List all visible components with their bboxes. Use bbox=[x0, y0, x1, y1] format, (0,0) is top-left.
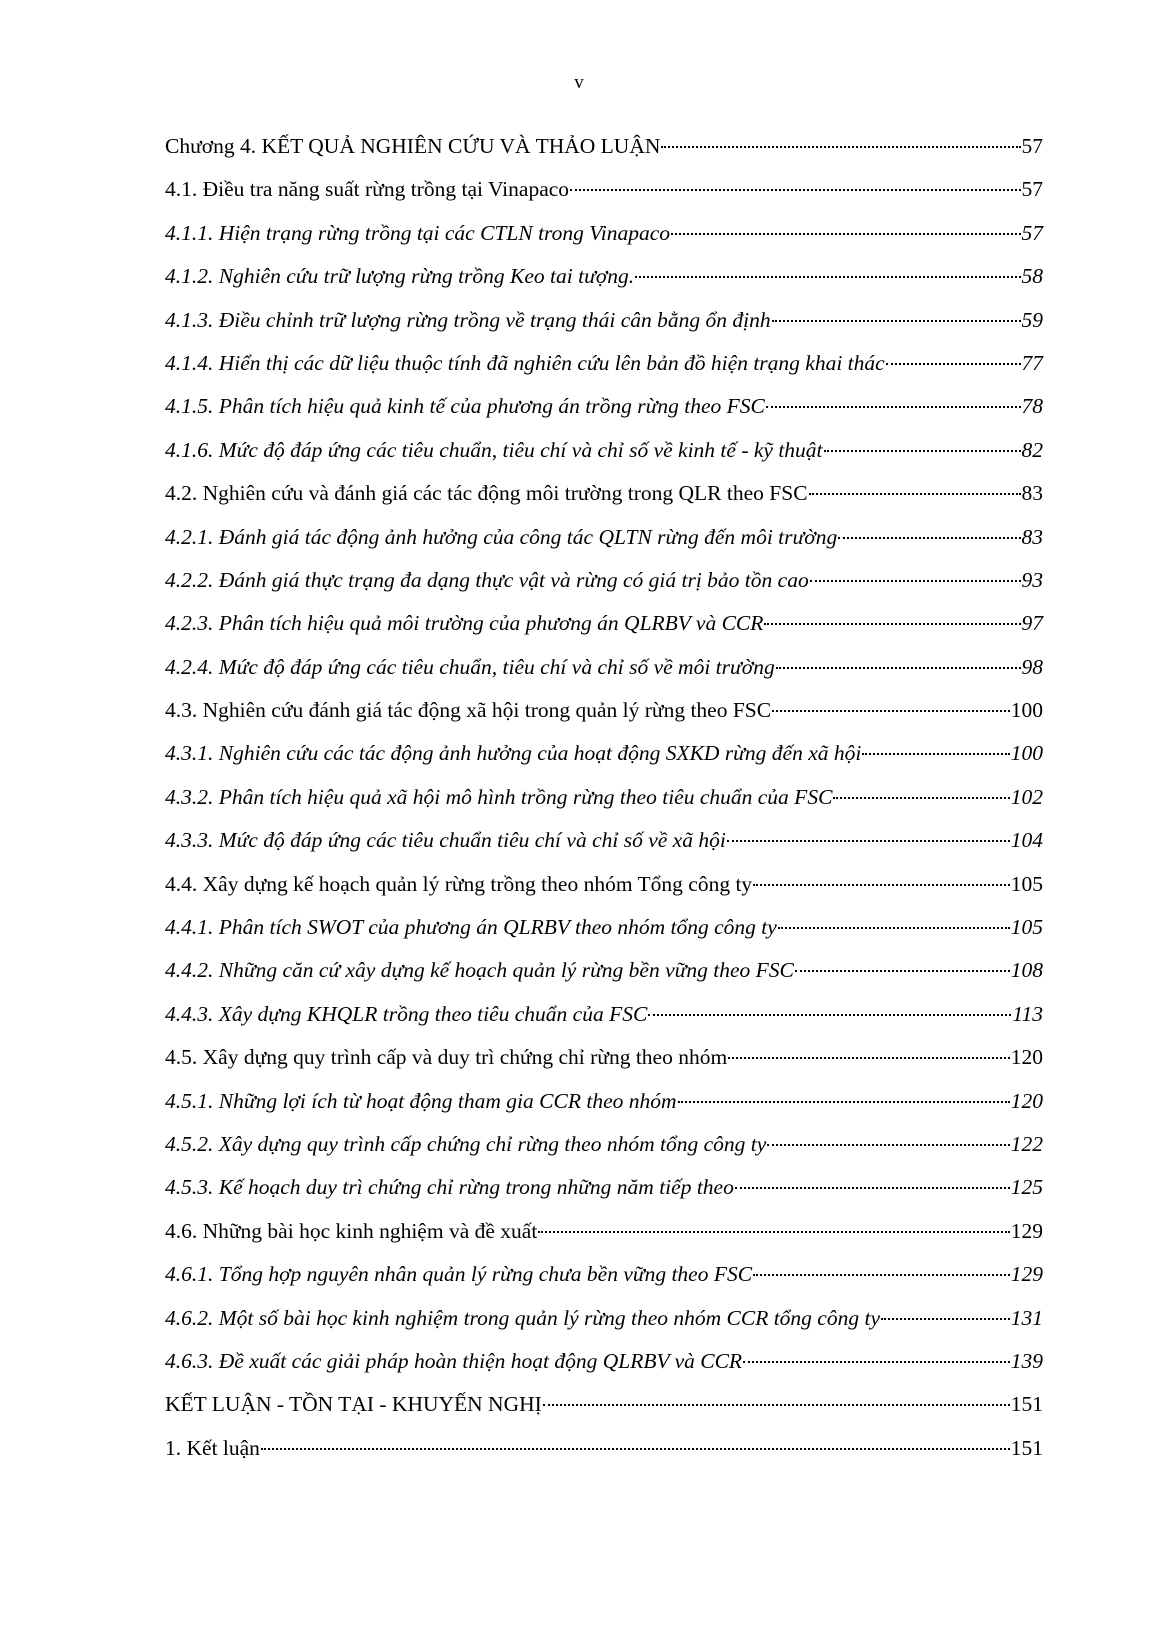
toc-entry-page: 58 bbox=[1021, 264, 1043, 289]
toc-entry-page: 129 bbox=[1010, 1218, 1043, 1243]
toc-entry[interactable] bbox=[165, 1434, 1043, 1477]
page-number: v bbox=[574, 72, 584, 93]
toc-entry-title: 1. Kết luận bbox=[165, 1435, 260, 1460]
toc-entry[interactable] bbox=[165, 1304, 1043, 1347]
toc-dot-leader bbox=[543, 1404, 1010, 1406]
toc-entry-page: 113 bbox=[1012, 1001, 1043, 1026]
toc-entry-title: 4.3.2. Phân tích hiệu quả xã hội mô hình trồng rừng theo tiêu chuẩn của FSC bbox=[165, 784, 833, 809]
toc-entry-title: 4.1. Điều tra năng suất rừng trồng tại Vinapaco bbox=[165, 177, 570, 202]
toc-entry-page: 82 bbox=[1021, 437, 1043, 462]
toc-entry-page: 102 bbox=[1010, 784, 1043, 809]
toc-entry-page: 105 bbox=[1010, 915, 1043, 940]
toc-entry-page: 83 bbox=[1021, 524, 1043, 549]
toc-entry-page: 83 bbox=[1021, 481, 1043, 506]
toc-dot-leader bbox=[570, 189, 1020, 191]
toc-entry-page: 93 bbox=[1021, 567, 1043, 592]
toc-entry-title: 4.1.2. Nghiên cứu trữ lượng rừng trồng Keo tai tượng. bbox=[165, 264, 635, 289]
toc-dot-leader bbox=[809, 493, 1021, 495]
toc-entry-page: 151 bbox=[1010, 1392, 1043, 1417]
toc-entry-title: 4.1.1. Hiện trạng rừng trồng tại các CTLN trong Vinapaco bbox=[165, 220, 671, 245]
toc-entry-page: 120 bbox=[1010, 1045, 1043, 1070]
toc-entry-title: 4.6.2. Một số bài học kinh nghiệm trong quản lý rừng theo nhóm CCR tổng công ty bbox=[165, 1305, 880, 1330]
toc-entry-title: 4.5. Xây dựng quy trình cấp và duy trì chứng chỉ rừng theo nhóm bbox=[165, 1045, 728, 1070]
toc-dot-leader bbox=[767, 1144, 1009, 1146]
toc-dot-leader bbox=[764, 623, 1020, 625]
toc-entry-title: 4.1.3. Điều chỉnh trữ lượng rừng trồng về trạng thái cân bằng ổn định bbox=[165, 307, 771, 332]
toc-entry-title: 4.1.6. Mức độ đáp ứng các tiêu chuẩn, tiêu chí và chỉ số về kinh tế - kỹ thuật bbox=[165, 437, 823, 462]
toc-entry-page: 139 bbox=[1010, 1348, 1043, 1373]
toc-dot-leader bbox=[671, 233, 1020, 235]
toc-entry[interactable] bbox=[165, 1173, 1043, 1216]
toc-entry[interactable] bbox=[165, 1260, 1043, 1303]
toc-entry[interactable] bbox=[165, 349, 1043, 392]
toc-entry-page: 108 bbox=[1010, 958, 1043, 983]
toc-entry[interactable] bbox=[165, 1043, 1043, 1086]
toc-entry-page: 129 bbox=[1010, 1262, 1043, 1287]
toc-dot-leader bbox=[728, 1057, 1010, 1059]
toc-dot-leader bbox=[886, 363, 1021, 365]
toc-entry-page: 120 bbox=[1010, 1088, 1043, 1113]
toc-dot-leader bbox=[778, 927, 1010, 929]
toc-entry-title: 4.1.5. Phân tích hiệu quả kinh tế của phương án trồng rừng theo FSC bbox=[165, 394, 765, 419]
toc-entry[interactable] bbox=[165, 913, 1043, 956]
toc-entry-page: 57 bbox=[1021, 220, 1043, 245]
toc-entry[interactable] bbox=[165, 262, 1043, 305]
toc-entry[interactable] bbox=[165, 1000, 1043, 1043]
toc-entry[interactable] bbox=[165, 566, 1043, 609]
toc-entry-page: 100 bbox=[1010, 698, 1043, 723]
toc-entry-title: 4.3. Nghiên cứu đánh giá tác động xã hội trong quản lý rừng theo FSC bbox=[165, 698, 772, 723]
toc-entry-page: 105 bbox=[1010, 871, 1043, 896]
toc-dot-leader bbox=[776, 667, 1021, 669]
toc-dot-leader bbox=[766, 406, 1021, 408]
toc-entry-title: 4.6. Những bài học kinh nghiệm và đề xuất bbox=[165, 1218, 538, 1243]
toc-entry-title: 4.3.3. Mức độ đáp ứng các tiêu chuẩn tiêu chí và chỉ số về xã hội bbox=[165, 828, 726, 853]
toc-dot-leader bbox=[661, 146, 1020, 148]
toc-entry-page: 77 bbox=[1021, 350, 1043, 375]
toc-entry[interactable] bbox=[165, 870, 1043, 913]
toc-entry-page: 59 bbox=[1021, 307, 1043, 332]
toc-entry[interactable] bbox=[165, 1390, 1043, 1433]
toc-entry[interactable] bbox=[165, 1087, 1043, 1130]
toc-dot-leader bbox=[795, 970, 1010, 972]
toc-entry-title: 4.1.4. Hiển thị các dữ liệu thuộc tính đã nghiên cứu lên bản đồ hiện trạng khai thác bbox=[165, 350, 885, 375]
toc-dot-leader bbox=[810, 580, 1021, 582]
toc-entry[interactable] bbox=[165, 609, 1043, 652]
toc-entry-title: 4.6.1. Tổng hợp nguyên nhân quản lý rừng chưa bền vững theo FSC bbox=[165, 1262, 753, 1287]
toc-entry[interactable] bbox=[165, 653, 1043, 696]
toc-dot-leader bbox=[772, 710, 1010, 712]
toc-dot-leader bbox=[838, 537, 1020, 539]
toc-entry-page: 57 bbox=[1021, 177, 1043, 202]
toc-entry[interactable] bbox=[165, 1130, 1043, 1173]
toc-entry[interactable] bbox=[165, 523, 1043, 566]
toc-entry-title: Chương 4. KẾT QUẢ NGHIÊN CỨU VÀ THẢO LUẬN bbox=[165, 134, 661, 158]
toc-entry[interactable] bbox=[165, 175, 1043, 218]
toc-entry-page: 125 bbox=[1010, 1175, 1043, 1200]
toc-entry[interactable] bbox=[165, 392, 1043, 435]
toc-entry-page: 100 bbox=[1010, 741, 1043, 766]
toc-entry-page: 131 bbox=[1010, 1305, 1043, 1330]
toc-dot-leader bbox=[635, 276, 1020, 278]
toc-entry-page: 97 bbox=[1021, 611, 1043, 636]
toc-entry-page: 78 bbox=[1021, 394, 1043, 419]
toc-entry[interactable] bbox=[165, 1217, 1043, 1260]
toc-entry-title: 4.4. Xây dựng kế hoạch quản lý rừng trồng theo nhóm Tổng công ty bbox=[165, 871, 753, 896]
toc-entry[interactable] bbox=[165, 956, 1043, 999]
toc-entry[interactable] bbox=[165, 479, 1043, 522]
toc-entry[interactable] bbox=[165, 783, 1043, 826]
toc-dot-leader bbox=[678, 1101, 1010, 1103]
toc-entry[interactable] bbox=[165, 1347, 1043, 1390]
toc-entry-title: 4.4.1. Phân tích SWOT của phương án QLRBV theo nhóm tổng công ty bbox=[165, 915, 777, 940]
toc-dot-leader bbox=[881, 1318, 1010, 1320]
toc-dot-leader bbox=[727, 840, 1010, 842]
toc-entry-title: 4.4.2. Những căn cứ xây dựng kế hoạch quản lý rừng bền vững theo FSC bbox=[165, 958, 794, 983]
toc-entry[interactable] bbox=[165, 436, 1043, 479]
toc-entry-title: 4.2.4. Mức độ đáp ứng các tiêu chuẩn, tiêu chí và chỉ số về môi trường bbox=[165, 654, 775, 679]
toc-entry[interactable] bbox=[165, 219, 1043, 262]
toc-entry-title: 4.2.1. Đánh giá tác động ảnh hưởng của công tác QLTN rừng đến môi trường bbox=[165, 524, 838, 549]
toc-entry-page: 57 bbox=[1021, 134, 1043, 158]
toc-dot-leader bbox=[833, 797, 1009, 799]
toc-entry[interactable] bbox=[165, 306, 1043, 349]
toc-entry[interactable] bbox=[165, 132, 1043, 175]
toc-dot-leader bbox=[648, 1014, 1011, 1016]
toc-dot-leader bbox=[261, 1448, 1010, 1450]
toc-entry[interactable] bbox=[165, 826, 1043, 869]
toc-entry-page: 151 bbox=[1010, 1435, 1043, 1460]
toc-entry-title: 4.5.3. Kế hoạch duy trì chứng chỉ rừng trong những năm tiếp theo bbox=[165, 1175, 734, 1200]
toc-entry-title: 4.2.3. Phân tích hiệu quả môi trường của phương án QLRBV và CCR bbox=[165, 611, 764, 636]
toc-dot-leader bbox=[753, 1274, 1010, 1276]
toc-entry-title: 4.4.3. Xây dựng KHQLR trồng theo tiêu chuẩn của FSC bbox=[165, 1001, 648, 1026]
toc-dot-leader bbox=[735, 1187, 1010, 1189]
toc-entry-title: 4.2.2. Đánh giá thực trạng đa dạng thực vật và rừng có giá trị bảo tồn cao bbox=[165, 567, 809, 592]
toc-dot-leader bbox=[824, 450, 1021, 452]
toc-entry[interactable] bbox=[165, 696, 1043, 739]
toc-entry-title: 4.5.2. Xây dựng quy trình cấp chứng chỉ rừng theo nhóm tổng công ty bbox=[165, 1131, 767, 1156]
toc-entry-title: 4.6.3. Đề xuất các giải pháp hoàn thiện hoạt động QLRBV và CCR bbox=[165, 1348, 743, 1373]
toc-entry-title: 4.3.1. Nghiên cứu các tác động ảnh hưởng của hoạt động SXKD rừng đến xã hội bbox=[165, 741, 862, 766]
toc-entry-page: 104 bbox=[1010, 828, 1043, 853]
table-of-contents bbox=[165, 132, 1043, 1477]
toc-entry-title: 4.5.1. Những lợi ích từ hoạt động tham gia CCR theo nhóm bbox=[165, 1088, 677, 1113]
toc-dot-leader bbox=[538, 1231, 1009, 1233]
toc-entry-page: 98 bbox=[1021, 654, 1043, 679]
toc-entry-title: 4.2. Nghiên cứu và đánh giá các tác động môi trường trong QLR theo FSC bbox=[165, 481, 808, 506]
toc-dot-leader bbox=[862, 753, 1009, 755]
toc-entry-page: 122 bbox=[1010, 1131, 1043, 1156]
toc-dot-leader bbox=[772, 320, 1021, 322]
toc-entry[interactable] bbox=[165, 739, 1043, 782]
toc-entry-title: KẾT LUẬN - TỒN TẠI - KHUYẾN NGHỊ bbox=[165, 1392, 542, 1417]
toc-dot-leader bbox=[743, 1361, 1010, 1363]
toc-dot-leader bbox=[753, 884, 1010, 886]
